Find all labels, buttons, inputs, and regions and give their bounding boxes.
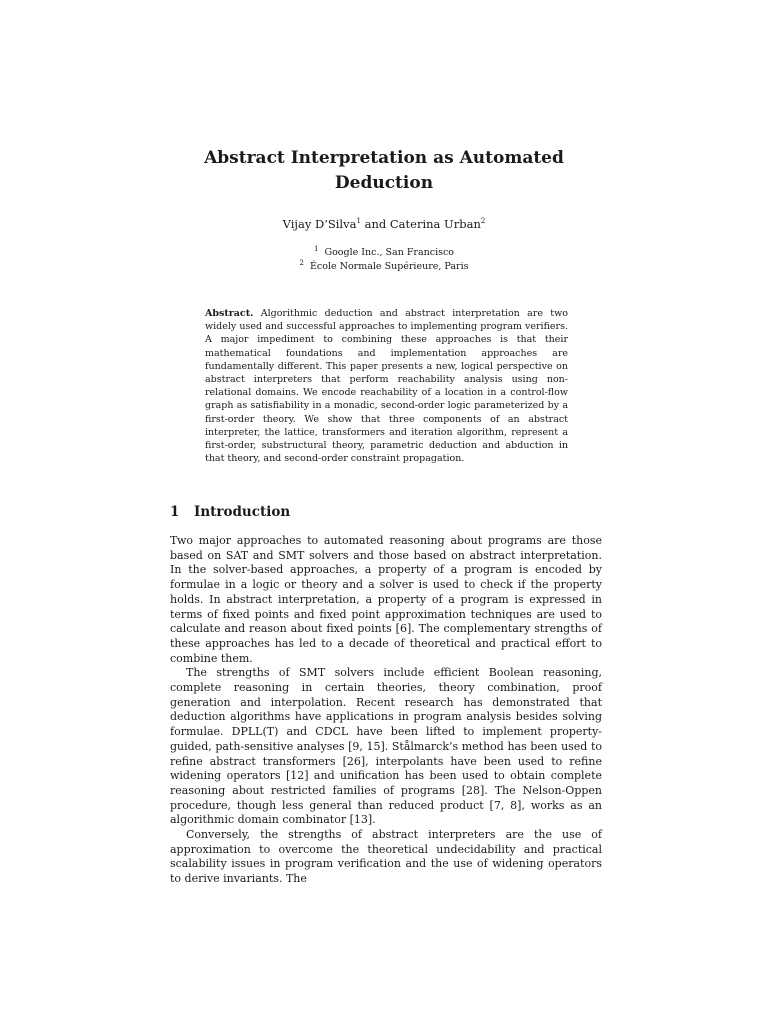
- affiliation-1-number: 1: [313, 244, 319, 253]
- affiliations: [150, 246, 618, 274]
- section-title: Introduction: [194, 504, 291, 520]
- author-connector: and: [360, 217, 390, 231]
- affiliation-1-text: Google Inc., San Francisco: [324, 247, 455, 258]
- author-2: Caterina Urban: [389, 217, 481, 231]
- abstract-label: Abstract.: [205, 308, 254, 319]
- affiliation-2-text: École Normale Supérieure, Paris: [309, 261, 469, 272]
- paper-title: [150, 146, 618, 196]
- title-line-1: Abstract Interpretation as Automated: [204, 148, 564, 168]
- section-number: 1: [170, 504, 180, 520]
- affiliation-2-number: 2: [299, 258, 304, 267]
- paragraph-2: The strengths of SMT solvers include efficient Boolean reasoning, complete reasoning in certain theories, theory combination, proof generation and interpolation. Recent research has demonstrated that deduction algorithms have applications in program analysis besides solving formulae. DPLL(T) and CDCL have been lifted to implement property-guided, path-sensitive analyses [9, 15]. Stålmarck’s method has been used to refine abstract transformers [26], interpolants have been used to refine widening operators [12] and unification has been used to obtain complete reasoning about restricted families of programs [28]. The Nelson-Oppen procedure, though less general than reduced product [7, 8], works as an algorithmic domain combinator [13].: [170, 666, 602, 827]
- paragraph-3: Conversely, the strengths of abstract interpreters are the use of approximation to overcome the theoretical undecidability and practical scalability issues in program verification and the use of widening operators to derive invariants. The: [170, 828, 602, 886]
- author-1-affiliation-mark: 1: [356, 217, 361, 226]
- title-line-2: Deduction: [334, 173, 434, 193]
- author-1: Vijay D’Silva: [282, 217, 357, 231]
- paragraph-1: Two major approaches to automated reasoning about programs are those based on SAT and SMT solvers and those based on abstract interpretation. In the solver-based approaches, a property of a program is encoded by formulae in a logic or theory and a solver is used to check if the property holds. In abstract interpretation, a property of a program is expressed in terms of fixed points and fixed point approximation techniques are used to calculate and reason about fixed points [6]. The complementary strengths of these approaches has led to a decade of theoretical and practical effort to combine them.: [170, 534, 602, 665]
- section-body: [170, 534, 602, 887]
- affiliation-1: [150, 246, 618, 260]
- abstract: [205, 307, 568, 465]
- author-2-affiliation-mark: 2: [480, 217, 486, 226]
- abstract-text: Algorithmic deduction and abstract interpretation are two widely used and successful approaches to implementing program verifiers. A major impediment to combining these approaches is that their mathematical foundations and implementation approaches are fundamentally different. This paper presents a new, logical perspective on abstract interpreters that perform reachability analysis using non-relational domains. We encode reachability of a location in a control-flow graph as satisfiability in a monadic, second-order logic parameterized by a first-order theory. We show that three components of an abstract interpreter, the lattice, transformers and iteration algorithm, represent a first-order, substructural theory, parametric deduction and abduction in that theory, and second-order constraint propagation.: [205, 308, 568, 465]
- affiliation-2: [150, 260, 618, 274]
- author-list: [150, 217, 618, 231]
- section-heading: [170, 504, 290, 520]
